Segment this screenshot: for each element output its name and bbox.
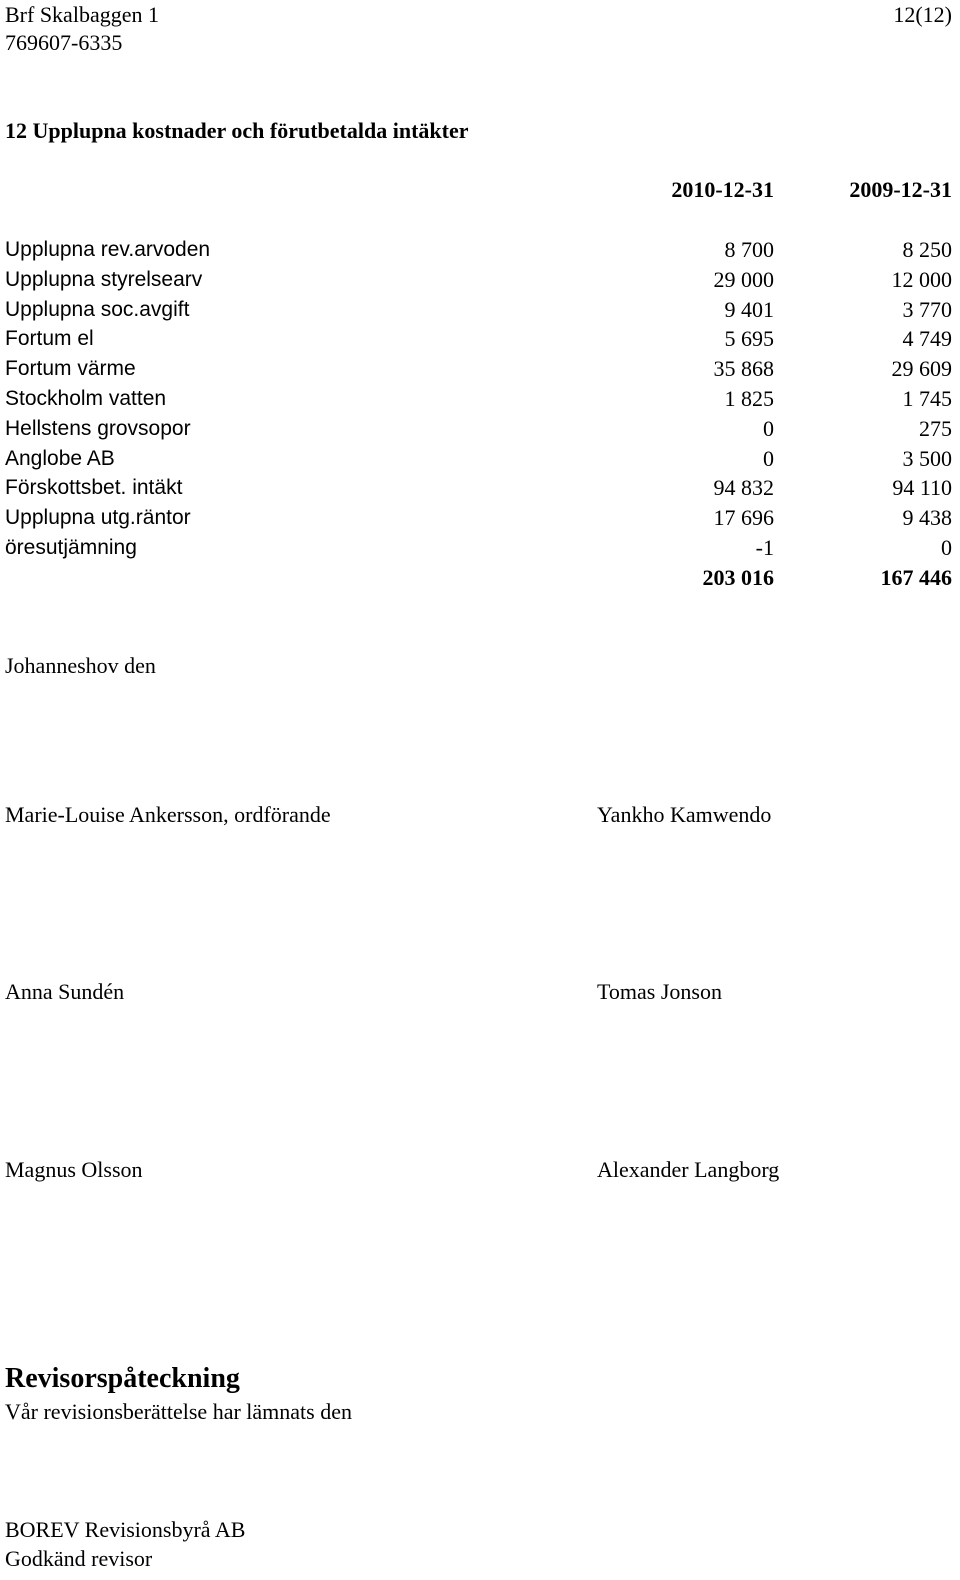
accruals-table xyxy=(0,235,960,563)
row-label: öresutjämning xyxy=(5,535,137,559)
auditor-role: Godkänd revisor xyxy=(5,1546,153,1571)
value-2009: 3 500 xyxy=(902,445,952,471)
value-2010: 1 825 xyxy=(724,385,774,411)
value-2009: 4 749 xyxy=(902,326,952,352)
total-2010: 203 016 xyxy=(702,565,774,590)
note-title: 12 Upplupna kostnader och förutbetalda intäkter xyxy=(5,118,469,143)
table-row xyxy=(0,324,960,354)
row-label: Fortum el xyxy=(5,327,94,351)
value-2010: 94 832 xyxy=(713,475,774,501)
audit-firm-name: BOREV Revisionsbyrå AB xyxy=(5,1517,246,1542)
organization-name: Brf Skalbaggen 1 xyxy=(5,2,159,27)
row-label: Hellstens grovsopor xyxy=(5,416,191,440)
signatory-name: Anna Sundén xyxy=(5,979,125,1004)
table-row xyxy=(0,384,960,414)
audit-statement: Vår revisionsberättelse har lämnats den xyxy=(5,1399,352,1424)
value-2010: 35 868 xyxy=(713,356,774,382)
table-row xyxy=(0,354,960,384)
table-row xyxy=(0,533,960,563)
value-2009: 12 000 xyxy=(891,266,952,292)
value-2010: 17 696 xyxy=(713,505,774,531)
value-2009: 94 110 xyxy=(892,475,952,501)
table-row xyxy=(0,235,960,265)
value-2010: -1 xyxy=(755,534,774,560)
place-date-line: Johanneshov den xyxy=(5,653,156,678)
value-2010: 0 xyxy=(763,445,774,471)
row-label: Upplupna rev.arvoden xyxy=(5,238,211,261)
signatory-name: Tomas Jonson xyxy=(597,979,722,1004)
organization-number: 769607-6335 xyxy=(5,30,123,55)
value-2009: 0 xyxy=(941,534,952,560)
value-2009: 8 250 xyxy=(902,237,952,262)
value-2010: 8 700 xyxy=(724,237,774,262)
row-label: Upplupna utg.räntor xyxy=(5,506,191,530)
table-row xyxy=(0,265,960,295)
signatory-name: Magnus Olsson xyxy=(5,1157,143,1182)
table-row xyxy=(0,473,960,503)
column-header-2009: 2009-12-31 xyxy=(849,177,952,202)
column-header-2010: 2010-12-31 xyxy=(671,177,774,202)
signatory-name: Yankho Kamwendo xyxy=(597,802,772,827)
row-label: Fortum värme xyxy=(5,357,136,381)
page-number: 12(12) xyxy=(893,2,952,27)
table-row xyxy=(0,444,960,474)
table-row xyxy=(0,503,960,533)
table-row xyxy=(0,295,960,325)
table-row xyxy=(0,414,960,444)
value-2010: 9 401 xyxy=(724,296,774,322)
row-label: Stockholm vatten xyxy=(5,386,167,410)
row-label: Anglobe AB xyxy=(5,446,115,470)
value-2010: 5 695 xyxy=(724,326,774,352)
value-2009: 29 609 xyxy=(891,356,952,382)
row-label: Upplupna soc.avgift xyxy=(5,297,190,321)
value-2009: 275 xyxy=(919,415,952,441)
value-2009: 1 745 xyxy=(902,385,952,411)
row-label: Upplupna styrelsearv xyxy=(5,267,203,291)
value-2010: 29 000 xyxy=(713,266,774,292)
signatory-name: Alexander Langborg xyxy=(597,1157,780,1182)
value-2009: 9 438 xyxy=(902,505,952,531)
signatory-name: Marie-Louise Ankersson, ordförande xyxy=(5,802,331,827)
audit-heading: Revisorspåteckning xyxy=(5,1363,240,1394)
row-label: Förskottsbet. intäkt xyxy=(5,476,183,500)
total-2009: 167 446 xyxy=(880,565,952,590)
value-2010: 0 xyxy=(763,415,774,441)
value-2009: 3 770 xyxy=(902,296,952,322)
